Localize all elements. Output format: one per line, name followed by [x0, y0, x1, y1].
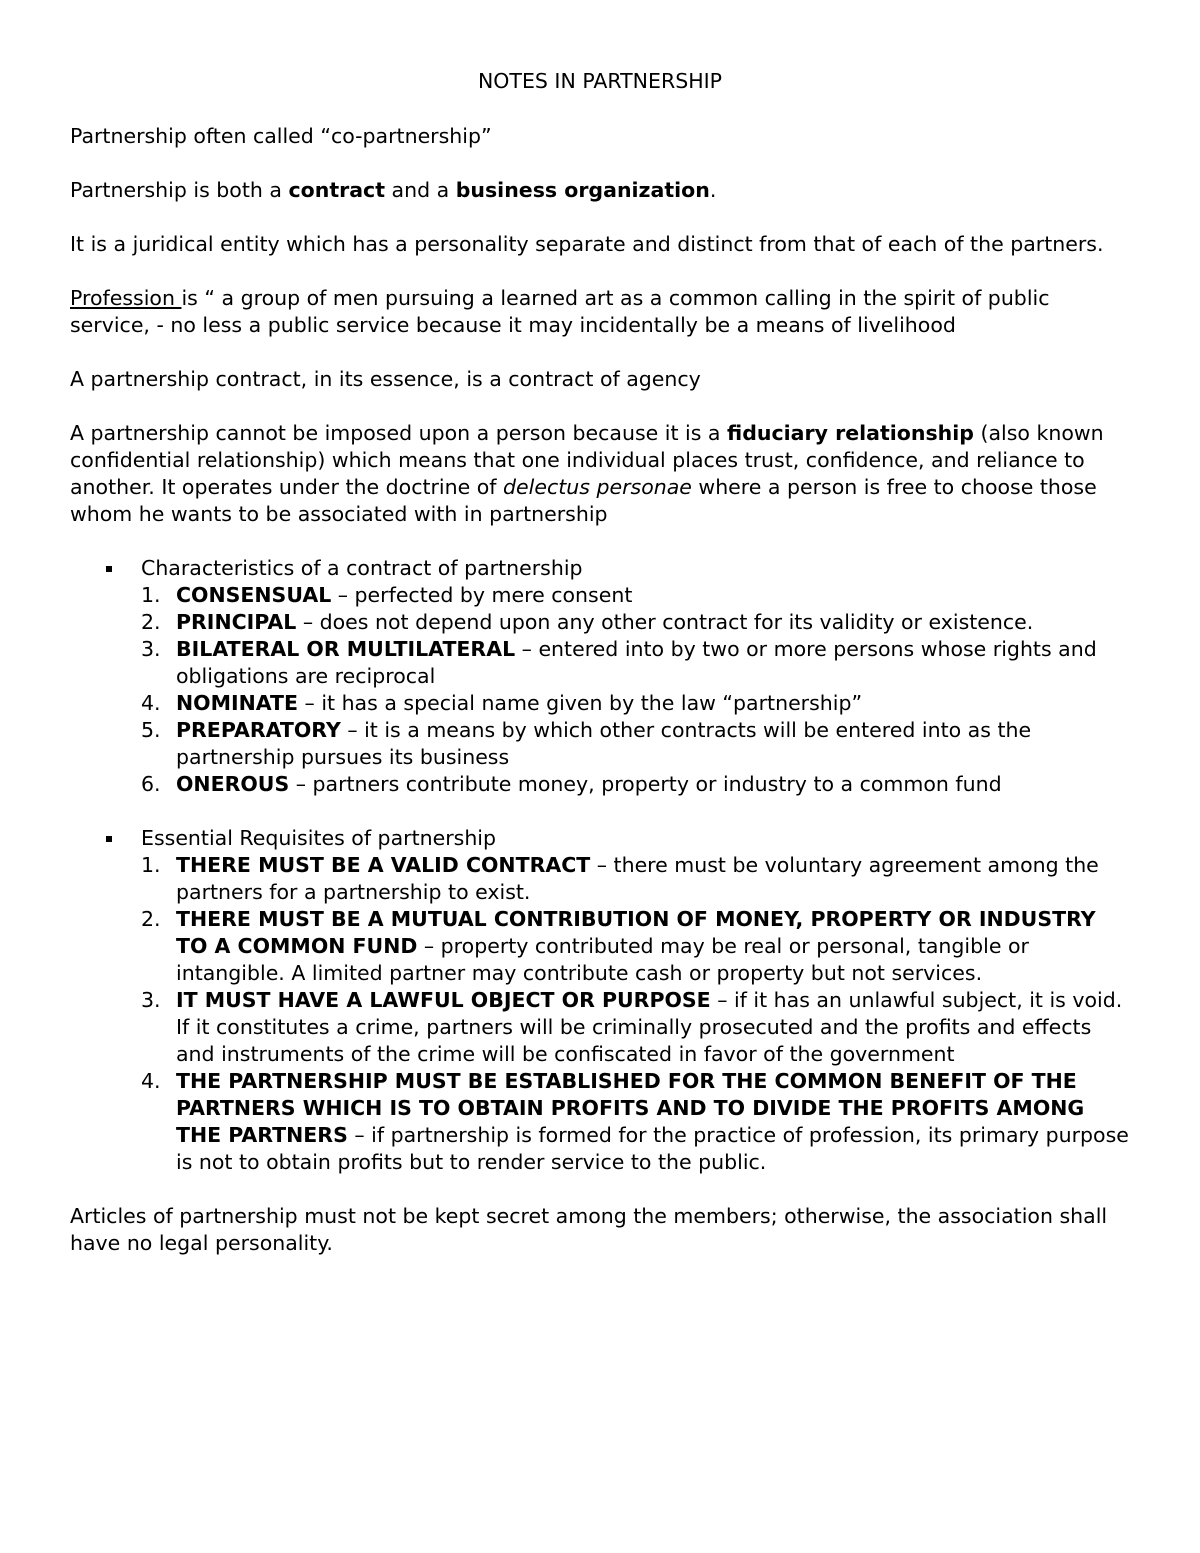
list-number: 5.	[141, 718, 161, 742]
text-run: (also known confidential relationship) which means that one individual places trust, confidence, and reliance to another. It operates under the doctrine of	[70, 421, 1104, 499]
list-item	[70, 582, 1130, 609]
list-number: 1.	[141, 853, 161, 877]
list-item	[70, 717, 1130, 771]
list-description: – if it has an unlawful subject, it is void. If it constitutes a crime, partners will be criminally prosecuted and the profits and effects and instruments of the crime will be confiscated in favor of the government	[176, 988, 1123, 1066]
paragraph-contract-business	[70, 177, 1130, 204]
text-run: Partnership is both a	[70, 178, 289, 202]
paragraph-profession	[70, 285, 1130, 339]
list-description: – does not depend upon any other contract for its validity or existence.	[296, 610, 1034, 634]
list-item	[70, 1068, 1130, 1176]
text-run: A partnership cannot be imposed upon a person because it is a	[70, 421, 728, 445]
list-item	[70, 852, 1130, 906]
characteristics-section	[70, 555, 1130, 798]
text-run: and a	[385, 178, 456, 202]
bold-term-contract: contract	[288, 178, 386, 202]
list-number: 4.	[141, 691, 161, 715]
list-item	[70, 609, 1130, 636]
paragraph-agency: A partnership contract, in its essence, is a contract of agency	[70, 367, 701, 391]
requisites-list	[70, 852, 1130, 1176]
characteristics-heading	[70, 555, 1130, 582]
paragraph-articles-closing: Articles of partnership must not be kept secret among the members; otherwise, the association shall have no legal personality.	[70, 1204, 1108, 1255]
list-description: – property contributed may be real or personal, tangible or intangible. A limited partner may contribute cash or property but not services.	[176, 934, 1029, 985]
list-item	[70, 987, 1130, 1068]
list-item	[70, 771, 1130, 798]
paragraph-fiduciary	[70, 420, 1130, 528]
list-number: 3.	[141, 637, 161, 661]
list-term: BILATERAL OR MULTILATERAL	[176, 637, 516, 661]
underlined-term-profession: Profession	[70, 286, 182, 310]
list-number: 4.	[141, 1069, 161, 1093]
list-number: 2.	[141, 907, 161, 931]
list-description: – perfected by mere consent	[331, 583, 633, 607]
text-run: is “ a group of men pursuing a learned art as a common calling in the spirit of public service, - no less a public service because it may incidentally be a means of livelihood	[70, 286, 1050, 337]
bold-term-fiduciary-relationship: fiduciary relationship	[727, 421, 974, 445]
square-bullet-icon	[106, 566, 112, 572]
list-term: IT MUST HAVE A LAWFUL OBJECT OR PURPOSE	[176, 988, 711, 1012]
list-term: THE PARTNERSHIP MUST BE ESTABLISHED FOR THE COMMON BENEFIT OF THE PARTNERS WHICH IS TO OBTAIN PROFITS AND TO DIVIDE THE PROFITS AMONG THE PARTNERS	[176, 1069, 1085, 1147]
list-number: 1.	[141, 583, 161, 607]
characteristics-heading-text: Characteristics of a contract of partnership	[141, 556, 583, 580]
page-title: NOTES IN PARTNERSHIP	[477, 69, 723, 93]
bold-term-business-organization: business organization	[455, 178, 710, 202]
list-description: – there must be voluntary agreement among the partners for a partnership to exist.	[176, 853, 1099, 904]
list-description: – it has a special name given by the law “partnership”	[298, 691, 863, 715]
paragraph-juridical-entity: It is a juridical entity which has a personality separate and distinct from that of each of the partners.	[70, 232, 1104, 256]
list-item	[70, 906, 1130, 987]
characteristics-list	[70, 582, 1130, 798]
list-term: NOMINATE	[176, 691, 299, 715]
list-description: – entered into by two or more persons whose rights and obligations are reciprocal	[176, 637, 1097, 688]
list-item	[70, 636, 1130, 690]
paragraph-co-partnership: Partnership often called “co-partnership”	[70, 124, 492, 148]
text-run: .	[709, 178, 717, 202]
text-run: where a person is free to choose those whom he wants to be associated with in partnership	[70, 475, 1097, 526]
list-number: 3.	[141, 988, 161, 1012]
list-term: PREPARATORY	[176, 718, 341, 742]
list-term: THERE MUST BE A MUTUAL CONTRIBUTION OF MONEY, PROPERTY OR INDUSTRY TO A COMMON FUND	[176, 907, 1096, 958]
requisites-section	[70, 825, 1130, 1176]
list-number: 6.	[141, 772, 161, 796]
requisites-heading	[70, 825, 1130, 852]
italic-term-delectus-personae: delectus personae	[503, 475, 692, 499]
list-description: – partners contribute money, property or industry to a common fund	[289, 772, 1002, 796]
list-description: – if partnership is formed for the practice of profession, its primary purpose is not to obtain profits but to render service to the public.	[176, 1123, 1129, 1174]
requisites-heading-text: Essential Requisites of partnership	[141, 826, 497, 850]
square-bullet-icon	[106, 836, 112, 842]
list-term: ONEROUS	[176, 772, 290, 796]
list-term: CONSENSUAL	[176, 583, 332, 607]
list-term: THERE MUST BE A VALID CONTRACT	[176, 853, 591, 877]
list-item	[70, 690, 1130, 717]
list-term: PRINCIPAL	[176, 610, 297, 634]
list-number: 2.	[141, 610, 161, 634]
list-description: – it is a means by which other contracts will be entered into as the partnership pursues its business	[176, 718, 1032, 769]
